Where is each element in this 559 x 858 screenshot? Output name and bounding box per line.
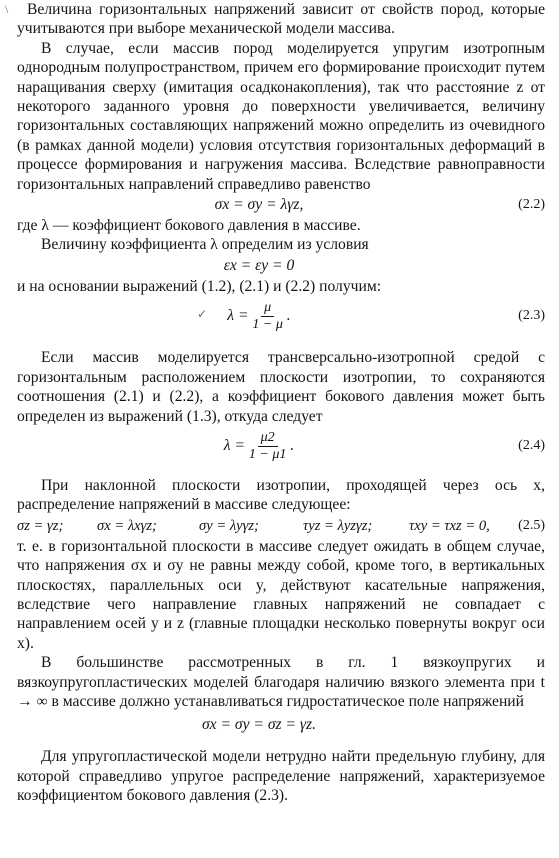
paragraph-9: В большинстве рассмотренных в гл. 1 вязкоупругих и вязкоупругопластических моделей благодаря наличию вязкого элемента при t → ∞ в массиве должно устанавливаться гидростатическое поле напряжений (17, 654, 545, 710)
pencil-mark-icon: \ (5, 2, 9, 16)
equation-2-2: σx = σy = λγz, (2.2) (17, 194, 545, 216)
paragraph-8: т. е. в горизонтальной плоскости в массиве следует ожидать в общем случае, что напряжения σx и σy не равны между собой, кроме того, в вертикальных плоскостях, параллельных оси y, действуют касательные напряжения, вследствие чего направление главных напряжений не совпадает с направлением осей y и z (главные площадки несколько повернуты вокруг оси x). (17, 537, 545, 652)
paragraph-10: Для упругопластической модели нетрудно найти предельную глубину, для которой справедливо упругое распределение напряжений, характеризуемое коэффициентом бокового давления (2.3). (17, 748, 545, 805)
paragraph-2: В случае, если массив пород моделируется упругим изотропным однородным полупространством, причем его формирование происходит путем наращивания сверху (имитация осадконакопления), так что расстояние z от некоторого заданного уровня до поверхности увеличивается, величину горизонтальных составляющих напряжений можно определить из очевидного (в рамках данной модели) условия отсутствия горизонтальных деформаций в процессе формирования и нагружения массива. Вследствие равноправности горизонтальных направлений справедливо равенство (17, 39, 545, 193)
equation-2-4: λ = $\frac{\mu 2}{1 - \mu 1}$ . (2.4) (17, 426, 545, 466)
equation-strain: εx = εy = 0 (223, 256, 295, 274)
paragraph-7: При наклонной плоскости изотропии, проходящей через ось x, распределение напряжений в массиве следующее: (17, 476, 545, 514)
paragraph-3: где λ — коэффициент бокового давления в массиве. (17, 217, 361, 235)
page-text (5, 0, 545, 806)
equation-number: (2.4) (518, 437, 545, 453)
equation-2-3: ✓ λ = $\frac{\mu}{1 - \mu}$ . (2.3) (17, 296, 545, 336)
equation-hydrostatic: σx = σy = σz = γz. (201, 716, 317, 734)
equation-number: (2.2) (518, 197, 545, 213)
paragraph-6: Если массив моделируется трансверсально-изотропной средой с горизонтальным расположением плоскости изотропии, то сохраняются соотношения (2.1) и (2.2), а коэффициент бокового давления может быть определен из выражений (1.3), откуда следует (17, 349, 545, 425)
fraction: $\frac{\mu}{1 - \mu}$ (252, 300, 283, 333)
paragraph-4: Величину коэффициента λ определим из условия (41, 236, 369, 254)
fraction: $\frac{\mu 2}{1 - \mu 1}$ (248, 429, 287, 462)
pencil-mark-icon: ✓ (197, 307, 208, 322)
paragraph-5: и на основании выражений (1.2), (2.1) и (2.2) получим: (17, 277, 382, 295)
paragraph-1: Величина горизонтальных напряжений зависит от свойств пород, которые учитываются при выборе механической модели массива. (17, 1, 545, 38)
equation-number: (2.5) (518, 517, 545, 533)
equation-number: (2.3) (518, 308, 545, 324)
equation-2-5: σz = γz; σx = λxγz; σy = λyγz; τyz = λyzγz; τxy = τxz = 0, (2.5) (17, 515, 545, 537)
